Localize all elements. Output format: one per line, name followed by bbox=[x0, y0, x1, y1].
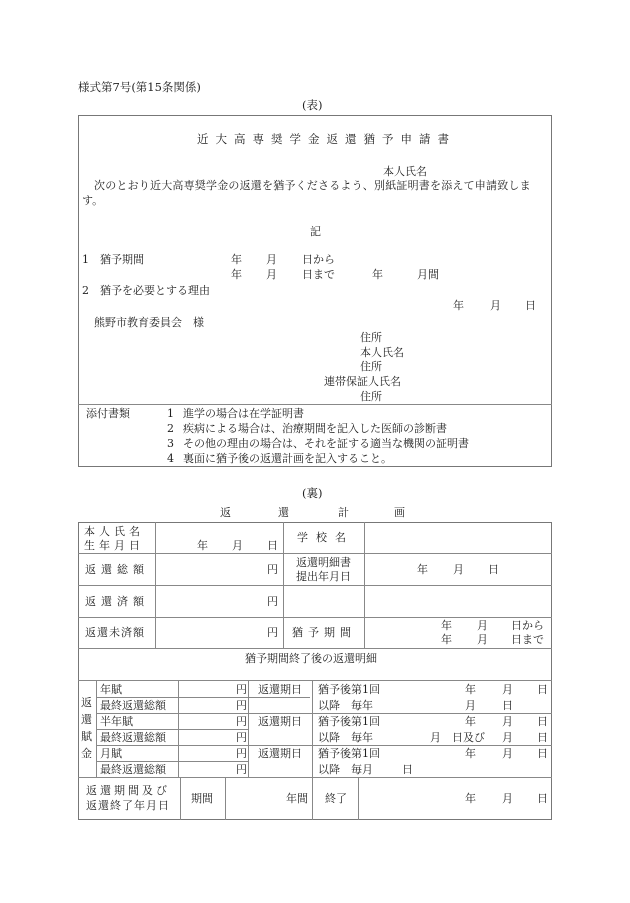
annual-installment-label: 年賦 bbox=[100, 683, 122, 696]
deferral-to-month: 月 bbox=[477, 633, 488, 646]
monthly-first-day: 日 bbox=[537, 747, 548, 760]
grid-line bbox=[312, 680, 313, 820]
birth-day: 日 bbox=[267, 539, 278, 552]
item1-to-month: 月 bbox=[266, 268, 277, 281]
period-label-2: 返還終了年月日 bbox=[86, 799, 170, 812]
unpaid-amount-label: 返還未済額 bbox=[85, 626, 145, 639]
annual-due-label: 返還期日 bbox=[258, 683, 302, 696]
signer-address-3: 住所 bbox=[360, 390, 382, 403]
monthly-first-month: 月 bbox=[502, 747, 513, 760]
front-side-label: (表) bbox=[302, 98, 323, 112]
signer-guarantor-name: 連帯保証人氏名 bbox=[324, 375, 401, 388]
item1-from-day: 日から bbox=[302, 253, 335, 266]
grid-line bbox=[96, 713, 552, 714]
signer-address-2: 住所 bbox=[360, 360, 382, 373]
paid-amount-label: 返還済額 bbox=[85, 595, 149, 608]
grid-line bbox=[78, 777, 552, 778]
deferral-from-year: 年 bbox=[441, 619, 452, 632]
annual-first-year: 年 bbox=[465, 683, 476, 696]
grid-line bbox=[78, 648, 552, 649]
deferral-period-label: 猶予期間 bbox=[292, 626, 356, 639]
grid-line bbox=[78, 585, 552, 586]
annual-yen: 円 bbox=[236, 683, 247, 696]
birthdate-label: 生年月日 bbox=[84, 539, 144, 552]
end-year: 年 bbox=[465, 792, 476, 805]
monthly-yen: 円 bbox=[236, 747, 247, 760]
period-column-label: 期間 bbox=[191, 792, 213, 805]
detail-heading: 猶予期間終了後の返還明細 bbox=[245, 652, 377, 665]
back-title-char-1: 返 bbox=[220, 506, 231, 519]
annual-final-yen: 円 bbox=[236, 699, 247, 712]
grid-line bbox=[96, 729, 248, 730]
form-number: 様式第7号(第15条関係) bbox=[78, 80, 201, 94]
monthly-final-yen: 円 bbox=[236, 763, 247, 776]
grid-line bbox=[155, 522, 156, 648]
end-day: 日 bbox=[537, 792, 548, 805]
grid-line bbox=[78, 680, 552, 681]
back-title-char-4: 画 bbox=[394, 506, 405, 519]
grid-line bbox=[96, 697, 310, 698]
deferral-from-month: 月 bbox=[477, 619, 488, 632]
signer-applicant-name: 本人氏名 bbox=[360, 346, 404, 359]
monthly-due-label: 返還期日 bbox=[258, 747, 302, 760]
item1-to-day: 日まで bbox=[302, 268, 335, 281]
grid-line bbox=[78, 553, 552, 554]
annual-after-month: 月 bbox=[465, 699, 476, 712]
birth-year: 年 bbox=[197, 539, 208, 552]
grid-line bbox=[364, 522, 365, 648]
statement-month: 月 bbox=[453, 563, 464, 576]
semiannual-after-label: 以降 毎年 bbox=[318, 731, 373, 744]
item1-to-year: 年 bbox=[231, 268, 242, 281]
semiannual-final-yen: 円 bbox=[236, 731, 247, 744]
back-side-label: (裏) bbox=[302, 486, 323, 500]
semiannual-first-day: 日 bbox=[537, 715, 548, 728]
paid-yen: 円 bbox=[267, 595, 278, 608]
monthly-installment-label: 月賦 bbox=[100, 747, 122, 760]
deferral-from-day: 日から bbox=[511, 619, 544, 632]
semiannual-final-total-label: 最終返還総額 bbox=[100, 731, 166, 744]
total-repayment-label: 返還総額 bbox=[85, 563, 149, 576]
item1-duration-months: 月間 bbox=[417, 268, 439, 281]
semiannual-after-month1: 月 bbox=[430, 731, 441, 744]
attachment-num-3: 3 bbox=[167, 437, 174, 450]
semiannual-installment-label: 半年賦 bbox=[100, 715, 133, 728]
semiannual-after-day1: 日及び bbox=[452, 731, 485, 744]
name-label: 本人氏名 bbox=[84, 525, 144, 538]
attachment-text-1: 進学の場合は在学証明書 bbox=[183, 407, 304, 420]
attachment-text-2: 疾病による場合は、治療期間を記入した医師の診断書 bbox=[183, 422, 447, 435]
annual-after-day: 日 bbox=[502, 699, 513, 712]
back-title-char-3: 計 bbox=[338, 506, 349, 519]
semiannual-yen: 円 bbox=[236, 715, 247, 728]
signer-address-1: 住所 bbox=[360, 331, 382, 344]
years-label: 年間 bbox=[286, 792, 308, 805]
birth-month: 月 bbox=[232, 539, 243, 552]
monthly-final-total-label: 最終返還総額 bbox=[100, 763, 166, 776]
monthly-first-year: 年 bbox=[465, 747, 476, 760]
semiannual-first-label: 猶予後第1回 bbox=[318, 715, 380, 728]
grid-line bbox=[248, 680, 249, 777]
annual-first-day: 日 bbox=[537, 683, 548, 696]
semiannual-after-month2: 月 bbox=[502, 731, 513, 744]
attachment-text-3: その他の理由の場合は、それを証する適当な機関の証明書 bbox=[183, 437, 469, 450]
monthly-after-label: 以降 毎月 bbox=[318, 763, 373, 776]
deferral-to-year: 年 bbox=[441, 633, 452, 646]
grid-line bbox=[96, 680, 97, 777]
annual-final-total-label: 最終返還総額 bbox=[100, 699, 166, 712]
item1-from-year: 年 bbox=[231, 253, 242, 266]
statement-day: 日 bbox=[488, 563, 499, 576]
end-label: 終了 bbox=[325, 792, 347, 805]
attachments-divider bbox=[78, 404, 552, 405]
attachment-num-4: 4 bbox=[167, 452, 174, 465]
front-title: 近大高専奨学金返還猶予申請書 bbox=[197, 132, 456, 146]
statement-year: 年 bbox=[417, 563, 428, 576]
semiannual-first-month: 月 bbox=[502, 715, 513, 728]
item1-label: 1 猶予期間 bbox=[82, 253, 144, 266]
attachment-num-2: 2 bbox=[167, 422, 174, 435]
statement-label-1: 返還明細書 bbox=[296, 556, 351, 569]
semiannual-due-label: 返還期日 bbox=[258, 715, 302, 728]
item2-label: 2 猶予を必要とする理由 bbox=[82, 284, 210, 297]
grid-line bbox=[225, 777, 226, 820]
grid-line bbox=[358, 777, 359, 820]
back-title-char-2: 還 bbox=[278, 506, 289, 519]
period-label-1: 返還期間及び bbox=[86, 784, 170, 797]
grid-line bbox=[283, 522, 284, 648]
addressee: 熊野市教育委員会 様 bbox=[94, 316, 204, 329]
grid-line bbox=[96, 745, 552, 746]
intro-text-line2: す。 bbox=[82, 194, 104, 207]
grid-line bbox=[178, 680, 179, 777]
annual-first-month: 月 bbox=[502, 683, 513, 696]
ki-label: 記 bbox=[310, 225, 321, 238]
annual-after-label: 以降 毎年 bbox=[318, 699, 373, 712]
item1-from-month: 月 bbox=[266, 253, 277, 266]
application-date-month: 月 bbox=[490, 299, 501, 312]
installment-vertical-label: 返還賦金 bbox=[81, 696, 92, 760]
grid-line bbox=[78, 617, 552, 618]
applicant-name-label: 本人氏名 bbox=[383, 165, 427, 178]
statement-label-2: 提出年月日 bbox=[296, 570, 351, 583]
unpaid-yen: 円 bbox=[267, 626, 278, 639]
application-date-day: 日 bbox=[525, 299, 536, 312]
semiannual-after-day2: 日 bbox=[537, 731, 548, 744]
intro-text-line1: 次のとおり近大高専奨学金の返還を猶予くださるよう、別紙証明書を添えて申請致しま bbox=[94, 179, 531, 192]
application-date-year: 年 bbox=[453, 299, 464, 312]
item1-duration-years: 年 bbox=[372, 268, 383, 281]
annual-first-label: 猶予後第1回 bbox=[318, 683, 380, 696]
attachment-num-1: 1 bbox=[167, 407, 174, 420]
end-month: 月 bbox=[502, 792, 513, 805]
monthly-first-label: 猶予後第1回 bbox=[318, 747, 380, 760]
grid-line bbox=[180, 777, 181, 820]
semiannual-first-year: 年 bbox=[465, 715, 476, 728]
attachment-text-4: 裏面に猶予後の返還計画を記入すること。 bbox=[183, 452, 392, 465]
monthly-after-day: 日 bbox=[402, 763, 413, 776]
total-yen: 円 bbox=[267, 563, 278, 576]
school-name-label: 学校名 bbox=[297, 531, 354, 544]
deferral-to-day: 日まで bbox=[511, 633, 544, 646]
grid-line bbox=[96, 761, 248, 762]
attachments-label: 添付書類 bbox=[86, 407, 130, 420]
